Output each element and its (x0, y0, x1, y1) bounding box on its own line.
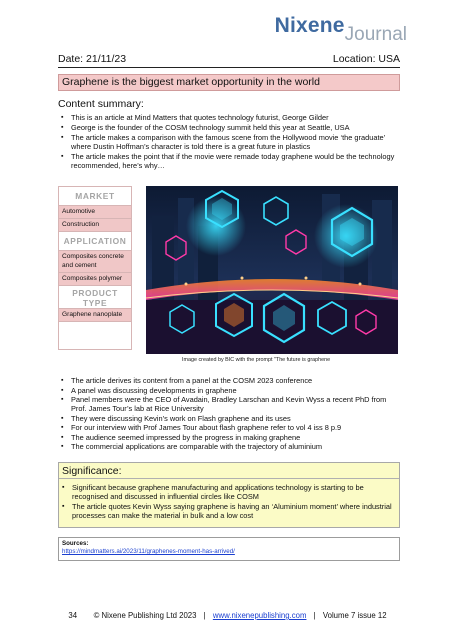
copyright: © Nixene Publishing Ltd 2023 (93, 611, 197, 620)
tag-item: Automotive (59, 206, 131, 219)
tag-item: Construction (59, 219, 131, 232)
tag-panel (58, 186, 132, 350)
page-footer: 34 © Nixene Publishing Ltd 2023 | www.nixenepublishing.com | Volume 7 issue 12 (68, 611, 387, 620)
significance-box (58, 462, 400, 528)
significance-list (59, 479, 399, 520)
list-item: ▪ The commercial applications are comparable with the trajectory of aluminium (58, 442, 400, 451)
list-item: ▪ The article derives its content from a panel at the COSM 2023 conference (58, 376, 400, 385)
list-item: ▪ The article makes the point that if the movie were remade today graphene would be the technology recommended, here’s why… (58, 152, 398, 170)
significance-heading: Significance: (59, 463, 399, 479)
body-list (58, 376, 400, 452)
article-date: Date: 21/11/23 (58, 53, 127, 65)
list-item: ▪ The article makes a comparison with the famous scene from the Hollywood movie ‘the graduate’ where Dustin Hoffman’s character is told there is a great future in plastics (58, 133, 398, 151)
tag-item: Composites concrete and cement (59, 251, 131, 272)
article-location: Location: USA (332, 53, 400, 65)
list-item: ▪ Significant because graphene manufacturing and applications technology is starting to be recognised and discussed in influential circles like COSM (59, 483, 399, 501)
graphene-city-illustration (146, 186, 398, 354)
tag-heading-market: MARKET (59, 187, 131, 206)
tag-item: Graphene nanoplate (59, 309, 131, 322)
list-item: ▪ This is an article at Mind Matters that quotes technology futurist, George Gilder (58, 113, 398, 122)
summary-heading: Content summary: (58, 98, 144, 110)
list-item: ▪ George is the founder of the COSM technology summit held this year at Seattle, USA (58, 123, 398, 132)
source-link[interactable]: https://mindmatters.ai/2023/11/graphenes-moment-has-arrived/ (62, 548, 235, 555)
page-number: 34 (68, 611, 78, 620)
brand-subtitle: Journal (344, 24, 407, 45)
dateline (58, 53, 400, 68)
list-item: ▪ Panel members were the CEO of Avadain, Bradley Larschan and Kevin Wyss a recent PhD from Prof. James Tour’s lab at Rice University (58, 395, 400, 413)
brand-name: Nixene (274, 14, 345, 37)
list-item: ▪ The article quotes Kevin Wyss saying graphene is having an ‘Aluminium moment’ where industrial processes can make the material in bulk and a low cost (59, 502, 399, 520)
website-link[interactable]: www.nixenepublishing.com (212, 611, 307, 620)
list-item: ▪ The audience seemed impressed by the progress in making graphene (58, 433, 400, 442)
list-item: ▪ A panel was discussing developments in graphene (58, 386, 400, 395)
sources-label: Sources: (62, 540, 89, 547)
list-item: ▪ For our interview with Prof James Tour about flash graphene refer to vol 4 iss 8 p.9 (58, 423, 400, 432)
issue-label: Volume 7 issue 12 (322, 611, 387, 620)
tag-heading-product-type: PRODUCT TYPE (59, 286, 131, 309)
image-caption: Image created by BIC with the prompt "The future is graphene (182, 357, 331, 363)
tag-heading-application: APPLICATION (59, 232, 131, 251)
summary-list (58, 113, 398, 171)
sources-box (58, 537, 400, 561)
list-item: ▪ They were discussing Kevin’s work on Flash graphene and its uses (58, 414, 400, 423)
brand-logo (217, 14, 407, 50)
article-headline: Graphene is the biggest market opportunity in the world (58, 74, 400, 91)
tag-item: Composites polymer (59, 273, 131, 286)
